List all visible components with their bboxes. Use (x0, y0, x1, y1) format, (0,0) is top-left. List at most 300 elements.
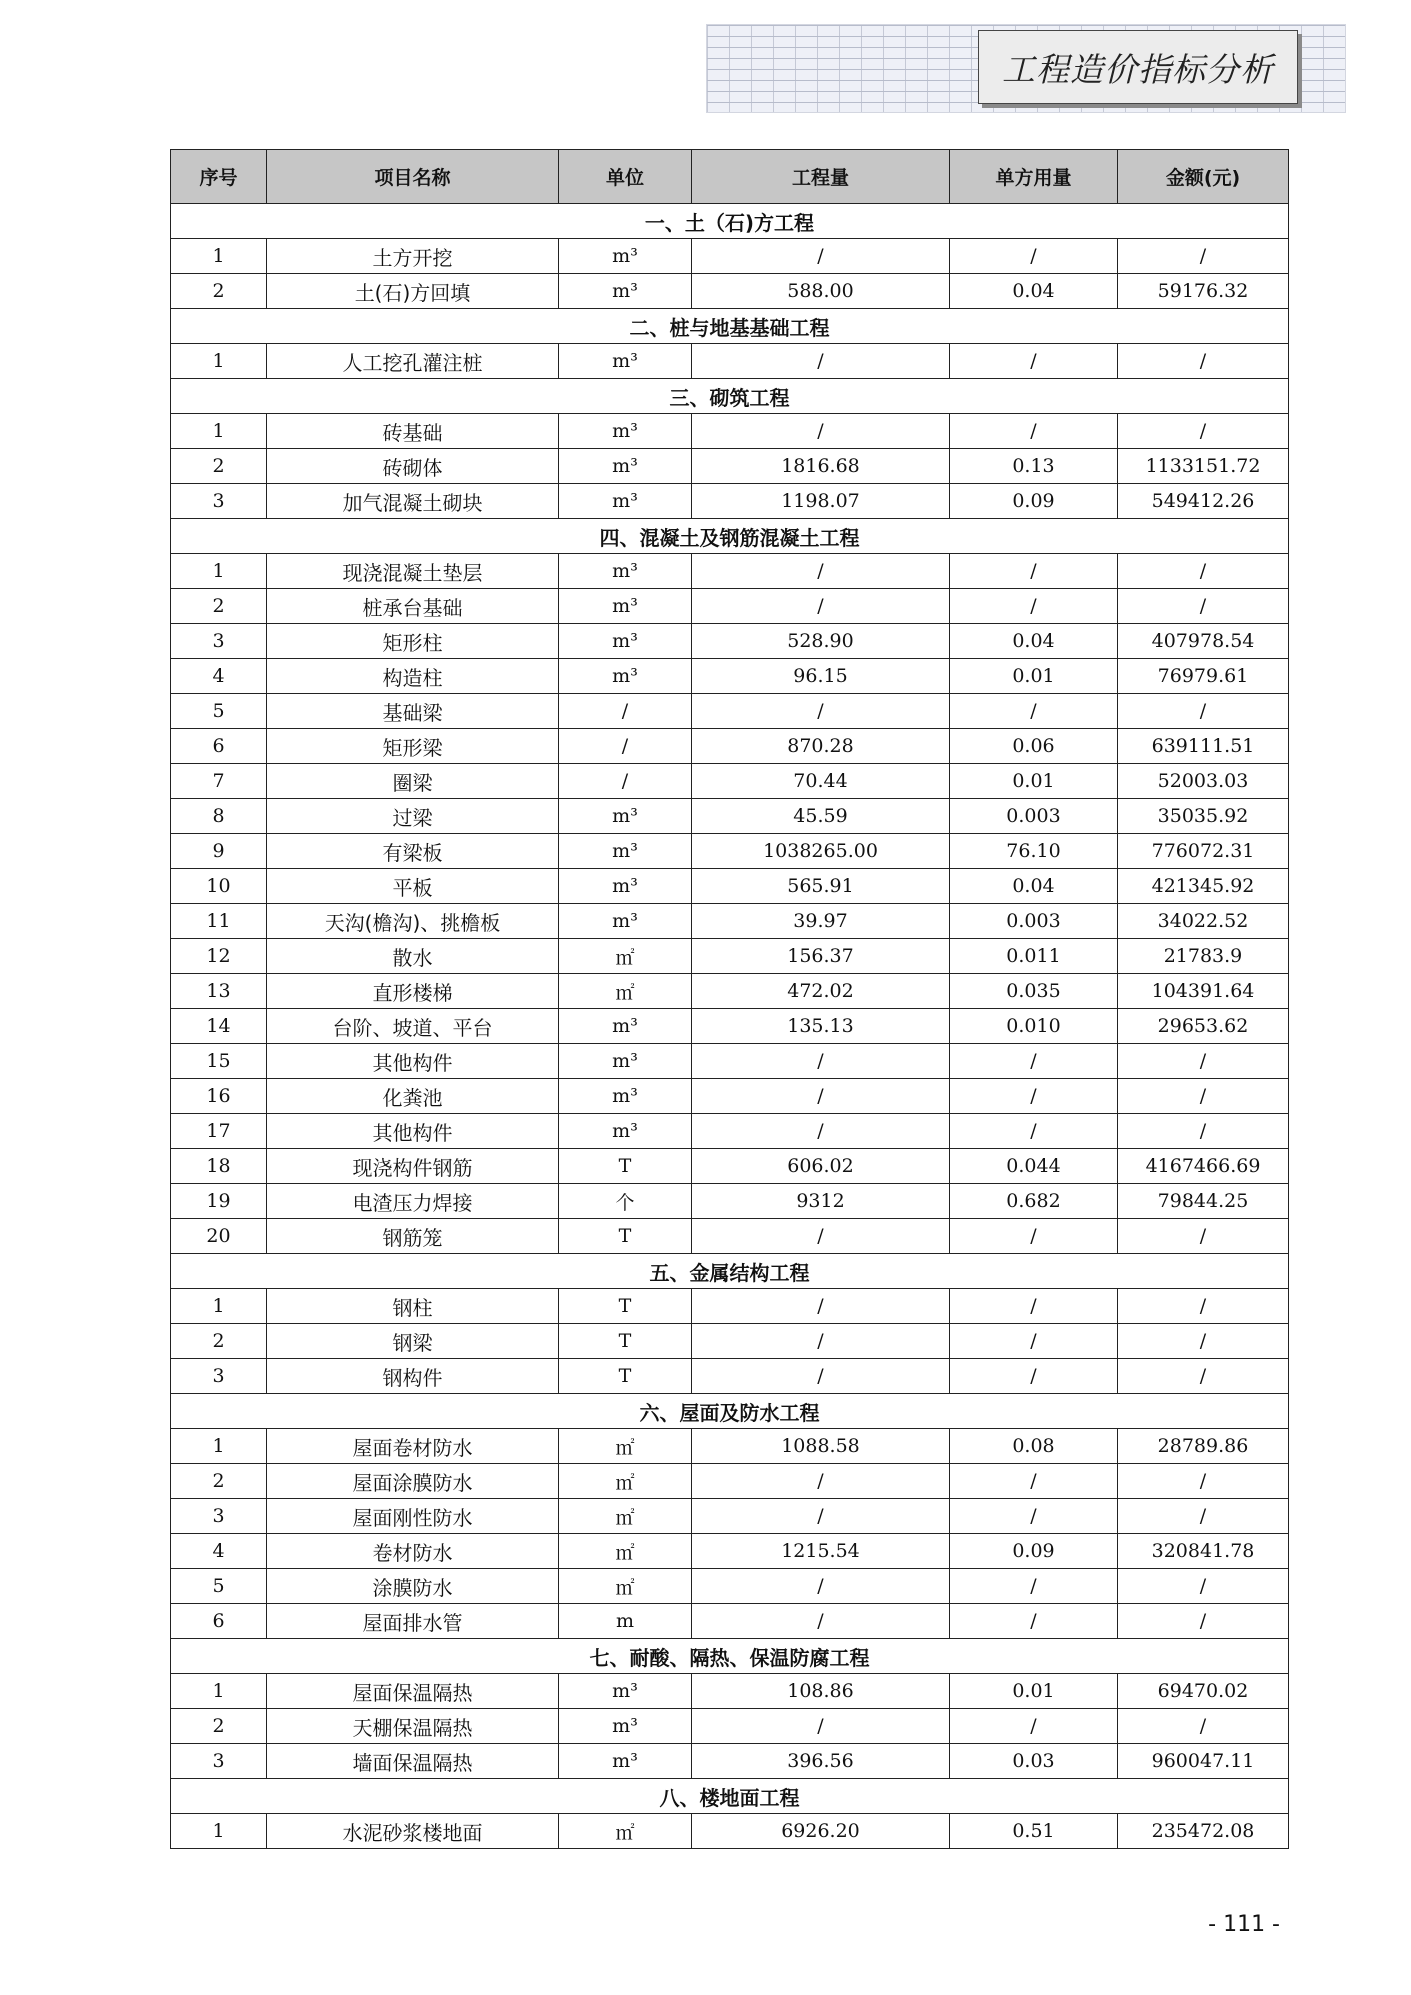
unit-usage-cell: / (950, 344, 1118, 379)
amount-cell: / (1118, 1359, 1289, 1394)
section-header-row (171, 519, 1289, 554)
amount-cell: 104391.64 (1118, 974, 1289, 1009)
table-row (171, 1814, 1289, 1849)
row-index-cell: 1 (171, 344, 267, 379)
unit-usage-cell: / (950, 554, 1118, 589)
amount-cell: 960047.11 (1118, 1744, 1289, 1779)
item-name-cell: 过梁 (267, 799, 559, 834)
amount-cell: / (1118, 1289, 1289, 1324)
row-index-cell: 10 (171, 869, 267, 904)
table-row (171, 869, 1289, 904)
amount-cell: / (1118, 239, 1289, 274)
row-index-cell: 1 (171, 1814, 267, 1849)
quantity-cell: 472.02 (692, 974, 950, 1009)
unit-usage-cell: / (950, 1219, 1118, 1254)
item-name-cell: 有梁板 (267, 834, 559, 869)
table-row (171, 659, 1289, 694)
unit-cell: ㎡ (559, 1569, 692, 1604)
unit-cell: m³ (559, 344, 692, 379)
unit-usage-cell: / (950, 1359, 1118, 1394)
page-title: 工程造价指标分析 (1002, 49, 1274, 89)
unit-usage-cell: 0.04 (950, 869, 1118, 904)
table-row (171, 1079, 1289, 1114)
table-row (171, 834, 1289, 869)
item-name-cell: 屋面保温隔热 (267, 1674, 559, 1709)
unit-usage-cell: / (950, 1569, 1118, 1604)
table-row (171, 1359, 1289, 1394)
quantity-cell: 45.59 (692, 799, 950, 834)
row-index-cell: 6 (171, 1604, 267, 1639)
unit-cell: m³ (559, 484, 692, 519)
item-name-cell: 屋面卷材防水 (267, 1429, 559, 1464)
unit-usage-cell: 0.035 (950, 974, 1118, 1009)
unit-usage-cell: 0.04 (950, 274, 1118, 309)
row-index-cell: 17 (171, 1114, 267, 1149)
row-index-cell: 3 (171, 1744, 267, 1779)
unit-cell: m³ (559, 834, 692, 869)
quantity-cell: / (692, 1709, 950, 1744)
column-header: 序号 (171, 150, 267, 204)
unit-cell: T (559, 1324, 692, 1359)
section-header-row (171, 379, 1289, 414)
amount-cell: / (1118, 1219, 1289, 1254)
quantity-cell: 96.15 (692, 659, 950, 694)
table-row (171, 1709, 1289, 1744)
unit-usage-cell: 76.10 (950, 834, 1118, 869)
amount-cell: / (1118, 1079, 1289, 1114)
unit-cell: m³ (559, 554, 692, 589)
table-row (171, 1744, 1289, 1779)
amount-cell: / (1118, 414, 1289, 449)
quantity-cell: / (692, 1569, 950, 1604)
item-name-cell: 其他构件 (267, 1044, 559, 1079)
quantity-cell: / (692, 1219, 950, 1254)
unit-usage-cell: 0.044 (950, 1149, 1118, 1184)
table-header-row (171, 150, 1289, 204)
quantity-cell: / (692, 239, 950, 274)
quantity-cell: 6926.20 (692, 1814, 950, 1849)
row-index-cell: 4 (171, 659, 267, 694)
item-name-cell: 基础梁 (267, 694, 559, 729)
unit-cell: ㎡ (559, 939, 692, 974)
item-name-cell: 屋面涂膜防水 (267, 1464, 559, 1499)
table-row (171, 1604, 1289, 1639)
unit-cell: ㎡ (559, 1534, 692, 1569)
table-row (171, 1569, 1289, 1604)
table-row (171, 624, 1289, 659)
item-name-cell: 现浇混凝土垫层 (267, 554, 559, 589)
quantity-cell: 108.86 (692, 1674, 950, 1709)
table-row (171, 414, 1289, 449)
amount-cell: 59176.32 (1118, 274, 1289, 309)
unit-cell: m³ (559, 449, 692, 484)
amount-cell: 320841.78 (1118, 1534, 1289, 1569)
row-index-cell: 2 (171, 589, 267, 624)
unit-usage-cell: / (950, 1499, 1118, 1534)
row-index-cell: 3 (171, 1499, 267, 1534)
unit-cell: 个 (559, 1184, 692, 1219)
amount-cell: 549412.26 (1118, 484, 1289, 519)
unit-usage-cell: / (950, 414, 1118, 449)
unit-cell: ㎡ (559, 1429, 692, 1464)
amount-cell: / (1118, 694, 1289, 729)
row-index-cell: 5 (171, 1569, 267, 1604)
unit-cell: m³ (559, 589, 692, 624)
amount-cell: / (1118, 589, 1289, 624)
quantity-cell: 588.00 (692, 274, 950, 309)
unit-usage-cell: 0.03 (950, 1744, 1118, 1779)
amount-cell: 76979.61 (1118, 659, 1289, 694)
unit-usage-cell: / (950, 1604, 1118, 1639)
amount-cell: 639111.51 (1118, 729, 1289, 764)
item-name-cell: 人工挖孔灌注桩 (267, 344, 559, 379)
unit-cell: m³ (559, 414, 692, 449)
row-index-cell: 3 (171, 624, 267, 659)
unit-cell: T (559, 1149, 692, 1184)
section-title: 六、屋面及防水工程 (171, 1394, 1289, 1429)
column-header: 单位 (559, 150, 692, 204)
row-index-cell: 1 (171, 554, 267, 589)
unit-cell: m³ (559, 1044, 692, 1079)
quantity-cell: / (692, 1114, 950, 1149)
unit-cell: m³ (559, 239, 692, 274)
quantity-cell: 1816.68 (692, 449, 950, 484)
unit-cell: T (559, 1359, 692, 1394)
item-name-cell: 台阶、坡道、平台 (267, 1009, 559, 1044)
unit-cell: m³ (559, 799, 692, 834)
section-title: 八、楼地面工程 (171, 1779, 1289, 1814)
quantity-cell: 1088.58 (692, 1429, 950, 1464)
page-number: - 111 - (1208, 1912, 1280, 1937)
unit-usage-cell: / (950, 1114, 1118, 1149)
item-name-cell: 卷材防水 (267, 1534, 559, 1569)
item-name-cell: 钢筋笼 (267, 1219, 559, 1254)
amount-cell: 34022.52 (1118, 904, 1289, 939)
item-name-cell: 构造柱 (267, 659, 559, 694)
row-index-cell: 5 (171, 694, 267, 729)
row-index-cell: 6 (171, 729, 267, 764)
unit-usage-cell: 0.003 (950, 799, 1118, 834)
unit-usage-cell: 0.01 (950, 1674, 1118, 1709)
unit-usage-cell: 0.003 (950, 904, 1118, 939)
row-index-cell: 11 (171, 904, 267, 939)
unit-cell: ㎡ (559, 974, 692, 1009)
quantity-cell: 70.44 (692, 764, 950, 799)
unit-cell: m³ (559, 1079, 692, 1114)
quantity-cell: 156.37 (692, 939, 950, 974)
quantity-cell: 9312 (692, 1184, 950, 1219)
row-index-cell: 20 (171, 1219, 267, 1254)
unit-cell: m³ (559, 1709, 692, 1744)
quantity-cell: 870.28 (692, 729, 950, 764)
unit-usage-cell: 0.04 (950, 624, 1118, 659)
row-index-cell: 15 (171, 1044, 267, 1079)
unit-usage-cell: / (950, 239, 1118, 274)
amount-cell: / (1118, 554, 1289, 589)
item-name-cell: 涂膜防水 (267, 1569, 559, 1604)
unit-cell: m³ (559, 659, 692, 694)
quantity-cell: 1038265.00 (692, 834, 950, 869)
amount-cell: 69470.02 (1118, 1674, 1289, 1709)
quantity-cell: / (692, 1604, 950, 1639)
amount-cell: 35035.92 (1118, 799, 1289, 834)
unit-usage-cell: 0.682 (950, 1184, 1118, 1219)
table-row (171, 484, 1289, 519)
amount-cell: / (1118, 1604, 1289, 1639)
quantity-cell: / (692, 344, 950, 379)
item-name-cell: 圈梁 (267, 764, 559, 799)
row-index-cell: 12 (171, 939, 267, 974)
section-header-row (171, 1254, 1289, 1289)
table-row (171, 1429, 1289, 1464)
quantity-cell: 528.90 (692, 624, 950, 659)
amount-cell: 29653.62 (1118, 1009, 1289, 1044)
item-name-cell: 矩形梁 (267, 729, 559, 764)
quantity-cell: / (692, 589, 950, 624)
quantity-cell: 135.13 (692, 1009, 950, 1044)
unit-usage-cell: 0.51 (950, 1814, 1118, 1849)
item-name-cell: 天棚保温隔热 (267, 1709, 559, 1744)
quantity-cell: 1215.54 (692, 1534, 950, 1569)
table-row (171, 449, 1289, 484)
amount-cell: / (1118, 1324, 1289, 1359)
amount-cell: / (1118, 1464, 1289, 1499)
item-name-cell: 屋面刚性防水 (267, 1499, 559, 1534)
row-index-cell: 2 (171, 274, 267, 309)
unit-usage-cell: 0.09 (950, 1534, 1118, 1569)
unit-cell: m (559, 1604, 692, 1639)
table-row (171, 1499, 1289, 1534)
unit-usage-cell: 0.13 (950, 449, 1118, 484)
item-name-cell: 散水 (267, 939, 559, 974)
item-name-cell: 电渣压力焊接 (267, 1184, 559, 1219)
quantity-cell: / (692, 1359, 950, 1394)
unit-cell: ㎡ (559, 1464, 692, 1499)
table-row (171, 554, 1289, 589)
item-name-cell: 钢梁 (267, 1324, 559, 1359)
row-index-cell: 2 (171, 1324, 267, 1359)
item-name-cell: 平板 (267, 869, 559, 904)
row-index-cell: 2 (171, 1464, 267, 1499)
column-header: 单方用量 (950, 150, 1118, 204)
unit-cell: T (559, 1289, 692, 1324)
unit-cell: T (559, 1219, 692, 1254)
row-index-cell: 14 (171, 1009, 267, 1044)
row-index-cell: 2 (171, 1709, 267, 1744)
table-row (171, 1009, 1289, 1044)
table-row (171, 1184, 1289, 1219)
table-row (171, 694, 1289, 729)
item-name-cell: 水泥砂浆楼地面 (267, 1814, 559, 1849)
unit-cell: m³ (559, 624, 692, 659)
amount-cell: 79844.25 (1118, 1184, 1289, 1219)
table-row (171, 904, 1289, 939)
row-index-cell: 8 (171, 799, 267, 834)
table-row (171, 1114, 1289, 1149)
item-name-cell: 砖基础 (267, 414, 559, 449)
unit-usage-cell: / (950, 1709, 1118, 1744)
unit-usage-cell: / (950, 1079, 1118, 1114)
amount-cell: / (1118, 1709, 1289, 1744)
table-row (171, 1534, 1289, 1569)
row-index-cell: 3 (171, 1359, 267, 1394)
quantity-cell: 39.97 (692, 904, 950, 939)
row-index-cell: 1 (171, 239, 267, 274)
table-row (171, 974, 1289, 1009)
item-name-cell: 墙面保温隔热 (267, 1744, 559, 1779)
quantity-cell: 1198.07 (692, 484, 950, 519)
unit-cell: / (559, 729, 692, 764)
amount-cell: 407978.54 (1118, 624, 1289, 659)
item-name-cell: 钢柱 (267, 1289, 559, 1324)
quantity-cell: / (692, 1044, 950, 1079)
unit-cell: m³ (559, 274, 692, 309)
cost-index-table (170, 149, 1289, 1849)
item-name-cell: 矩形柱 (267, 624, 559, 659)
column-header: 项目名称 (267, 150, 559, 204)
section-header-row (171, 309, 1289, 344)
header-title-box (978, 30, 1298, 104)
section-title: 二、桩与地基基础工程 (171, 309, 1289, 344)
item-name-cell: 钢构件 (267, 1359, 559, 1394)
row-index-cell: 13 (171, 974, 267, 1009)
row-index-cell: 1 (171, 1289, 267, 1324)
column-header: 金额(元) (1118, 150, 1289, 204)
quantity-cell: 606.02 (692, 1149, 950, 1184)
column-header: 工程量 (692, 150, 950, 204)
table-row (171, 239, 1289, 274)
table-row (171, 799, 1289, 834)
section-header-row (171, 1394, 1289, 1429)
section-header-row (171, 204, 1289, 239)
amount-cell: 4167466.69 (1118, 1149, 1289, 1184)
section-title: 一、土（石)方工程 (171, 204, 1289, 239)
table-row (171, 1149, 1289, 1184)
section-title: 五、金属结构工程 (171, 1254, 1289, 1289)
unit-usage-cell: / (950, 1464, 1118, 1499)
amount-cell: / (1118, 1114, 1289, 1149)
section-header-row (171, 1639, 1289, 1674)
table-row (171, 344, 1289, 379)
section-title: 七、耐酸、隔热、保温防腐工程 (171, 1639, 1289, 1674)
row-index-cell: 3 (171, 484, 267, 519)
unit-cell: ㎡ (559, 1499, 692, 1534)
amount-cell: / (1118, 1044, 1289, 1079)
unit-cell: m³ (559, 1674, 692, 1709)
unit-cell: m³ (559, 1009, 692, 1044)
amount-cell: 52003.03 (1118, 764, 1289, 799)
item-name-cell: 桩承台基础 (267, 589, 559, 624)
section-header-row (171, 1779, 1289, 1814)
section-title: 三、砌筑工程 (171, 379, 1289, 414)
table-row (171, 1289, 1289, 1324)
unit-usage-cell: / (950, 694, 1118, 729)
unit-cell: / (559, 764, 692, 799)
unit-cell: m³ (559, 1744, 692, 1779)
quantity-cell: / (692, 554, 950, 589)
item-name-cell: 直形楼梯 (267, 974, 559, 1009)
unit-usage-cell: / (950, 1289, 1118, 1324)
item-name-cell: 土(石)方回填 (267, 274, 559, 309)
row-index-cell: 9 (171, 834, 267, 869)
unit-cell: ㎡ (559, 1814, 692, 1849)
amount-cell: / (1118, 1499, 1289, 1534)
table-row (171, 1324, 1289, 1359)
unit-usage-cell: 0.09 (950, 484, 1118, 519)
row-index-cell: 1 (171, 1429, 267, 1464)
unit-usage-cell: 0.01 (950, 659, 1118, 694)
quantity-cell: / (692, 1464, 950, 1499)
item-name-cell: 天沟(檐沟)、挑檐板 (267, 904, 559, 939)
row-index-cell: 4 (171, 1534, 267, 1569)
amount-cell: 235472.08 (1118, 1814, 1289, 1849)
item-name-cell: 加气混凝土砌块 (267, 484, 559, 519)
item-name-cell: 砖砌体 (267, 449, 559, 484)
row-index-cell: 1 (171, 1674, 267, 1709)
quantity-cell: / (692, 1289, 950, 1324)
item-name-cell: 屋面排水管 (267, 1604, 559, 1639)
unit-usage-cell: 0.01 (950, 764, 1118, 799)
quantity-cell: / (692, 414, 950, 449)
row-index-cell: 7 (171, 764, 267, 799)
unit-cell: m³ (559, 869, 692, 904)
unit-usage-cell: / (950, 1044, 1118, 1079)
unit-cell: m³ (559, 904, 692, 939)
quantity-cell: / (692, 1079, 950, 1114)
table-row (171, 274, 1289, 309)
amount-cell: 28789.86 (1118, 1429, 1289, 1464)
item-name-cell: 现浇构件钢筋 (267, 1149, 559, 1184)
row-index-cell: 1 (171, 414, 267, 449)
table-row (171, 1219, 1289, 1254)
quantity-cell: / (692, 1324, 950, 1359)
table-row (171, 764, 1289, 799)
unit-usage-cell: 0.011 (950, 939, 1118, 974)
item-name-cell: 化粪池 (267, 1079, 559, 1114)
unit-cell: m³ (559, 1114, 692, 1149)
row-index-cell: 16 (171, 1079, 267, 1114)
unit-usage-cell: 0.06 (950, 729, 1118, 764)
amount-cell: 21783.9 (1118, 939, 1289, 974)
unit-usage-cell: 0.08 (950, 1429, 1118, 1464)
unit-usage-cell: / (950, 1324, 1118, 1359)
amount-cell: 1133151.72 (1118, 449, 1289, 484)
table-row (171, 1044, 1289, 1079)
table-row (171, 729, 1289, 764)
amount-cell: / (1118, 344, 1289, 379)
unit-usage-cell: 0.010 (950, 1009, 1118, 1044)
row-index-cell: 18 (171, 1149, 267, 1184)
quantity-cell: 396.56 (692, 1744, 950, 1779)
item-name-cell: 其他构件 (267, 1114, 559, 1149)
amount-cell: / (1118, 1569, 1289, 1604)
table-row (171, 1464, 1289, 1499)
item-name-cell: 土方开挖 (267, 239, 559, 274)
section-title: 四、混凝土及钢筋混凝土工程 (171, 519, 1289, 554)
quantity-cell: / (692, 694, 950, 729)
table-row (171, 939, 1289, 974)
amount-cell: 776072.31 (1118, 834, 1289, 869)
row-index-cell: 2 (171, 449, 267, 484)
table-body (171, 204, 1289, 1849)
unit-cell: / (559, 694, 692, 729)
amount-cell: 421345.92 (1118, 869, 1289, 904)
quantity-cell: 565.91 (692, 869, 950, 904)
table-row (171, 589, 1289, 624)
table-row (171, 1674, 1289, 1709)
row-index-cell: 19 (171, 1184, 267, 1219)
quantity-cell: / (692, 1499, 950, 1534)
